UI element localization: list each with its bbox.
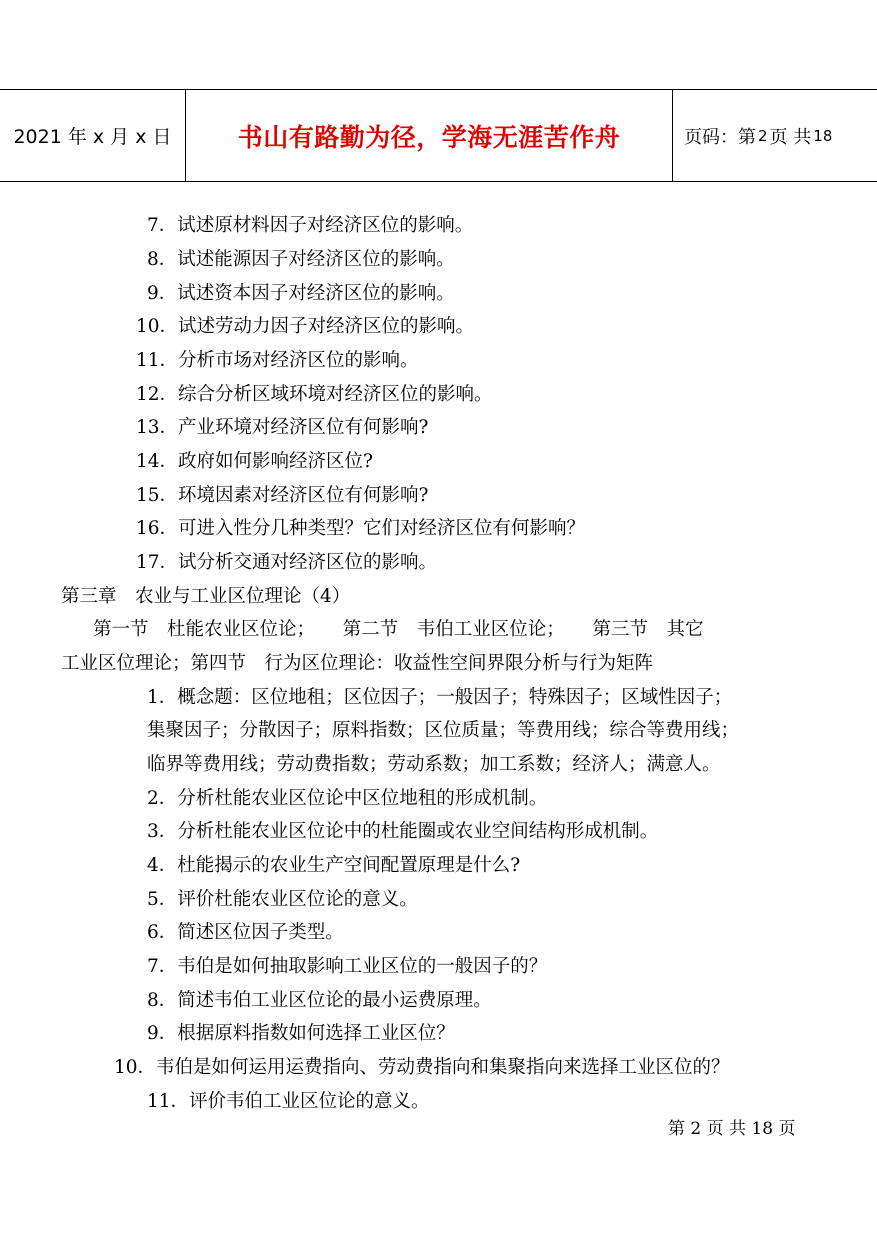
header-page-prefix: 页码：第 (684, 126, 756, 148)
question-item: 11．分析市场对经济区位的影响。 (136, 350, 419, 371)
concept-question: 集聚因子；分散因子；原料指数；区位质量；等费用线；综合等费用线； (147, 720, 740, 741)
question-item: 8．试述能源因子对经济区位的影响。 (147, 249, 455, 270)
header-date: 2021 年 x 月 x 日 (13, 126, 172, 148)
section-list: 工业区位理论；第四节 行为区位理论：收益性空间界限分析与行为矩阵 (61, 653, 654, 674)
question-item: 12．综合分析区域环境对经济区位的影响。 (136, 384, 493, 405)
question-item: 7．韦伯是如何抽取影响工业区位的一般因子的？ (147, 956, 548, 977)
section-list: 第一节 杜能农业区位论； 第二节 韦伯工业区位论； 第三节 其它 (93, 619, 704, 640)
concept-question: 临界等费用线；劳动费指数；劳动系数；加工系数；经济人；满意人。 (147, 754, 721, 775)
header-page-total: 18 (813, 126, 833, 145)
question-item: 16．可进入性分几种类型？它们对经济区位有何影响？ (136, 518, 586, 539)
question-item: 9．试述资本因子对经济区位的影响。 (147, 283, 455, 304)
question-item: 17．试分析交通对经济区位的影响。 (136, 552, 438, 573)
chapter-heading: 第三章 农业与工业区位理论（4） (61, 586, 351, 607)
question-item: 6．简述区位因子类型。 (147, 922, 344, 943)
question-item: 4．杜能揭示的农业生产空间配置原理是什么? (147, 855, 521, 876)
question-item: 10．试述劳动力因子对经济区位的影响。 (136, 316, 475, 337)
header-page-info (684, 90, 877, 181)
question-item: 11．评价韦伯工业区位论的意义。 (147, 1091, 430, 1112)
page-header (0, 89, 877, 182)
question-item: 13．产业环境对经济区位有何影响? (136, 417, 429, 438)
concept-question: 1．概念题：区位地租；区位因子；一般因子；特殊因子；区域性因子； (147, 687, 733, 708)
question-item: 8．简述韦伯工业区位论的最小运费原理。 (147, 990, 492, 1011)
question-item: 15．环境因素对经济区位有何影响? (136, 485, 429, 506)
question-item: 3．分析杜能农业区位论中的杜能圈或农业空间结构形成机制。 (147, 821, 659, 842)
question-item: 10．韦伯是如何运用运费指向、劳动费指向和集聚指向来选择工业区位的？ (114, 1057, 730, 1078)
header-page-number: 2 (758, 126, 768, 145)
header-page-mid: 页 共 (769, 126, 812, 148)
question-item: 5．评价杜能农业区位论的意义。 (147, 889, 418, 910)
page-footer: 第 2 页 共 18 页 (668, 1119, 796, 1139)
question-item: 2．分析杜能农业区位论中区位地租的形成机制。 (147, 788, 548, 809)
question-item: 9．根据原料指数如何选择工业区位？ (147, 1023, 455, 1044)
question-item: 14．政府如何影响经济区位? (136, 451, 373, 472)
header-slogan: 书山有路勤为径，学海无涯苦作舟 (237, 122, 621, 152)
question-item: 7．试述原材料因子对经济区位的影响。 (147, 215, 474, 236)
header-divider (672, 90, 673, 181)
